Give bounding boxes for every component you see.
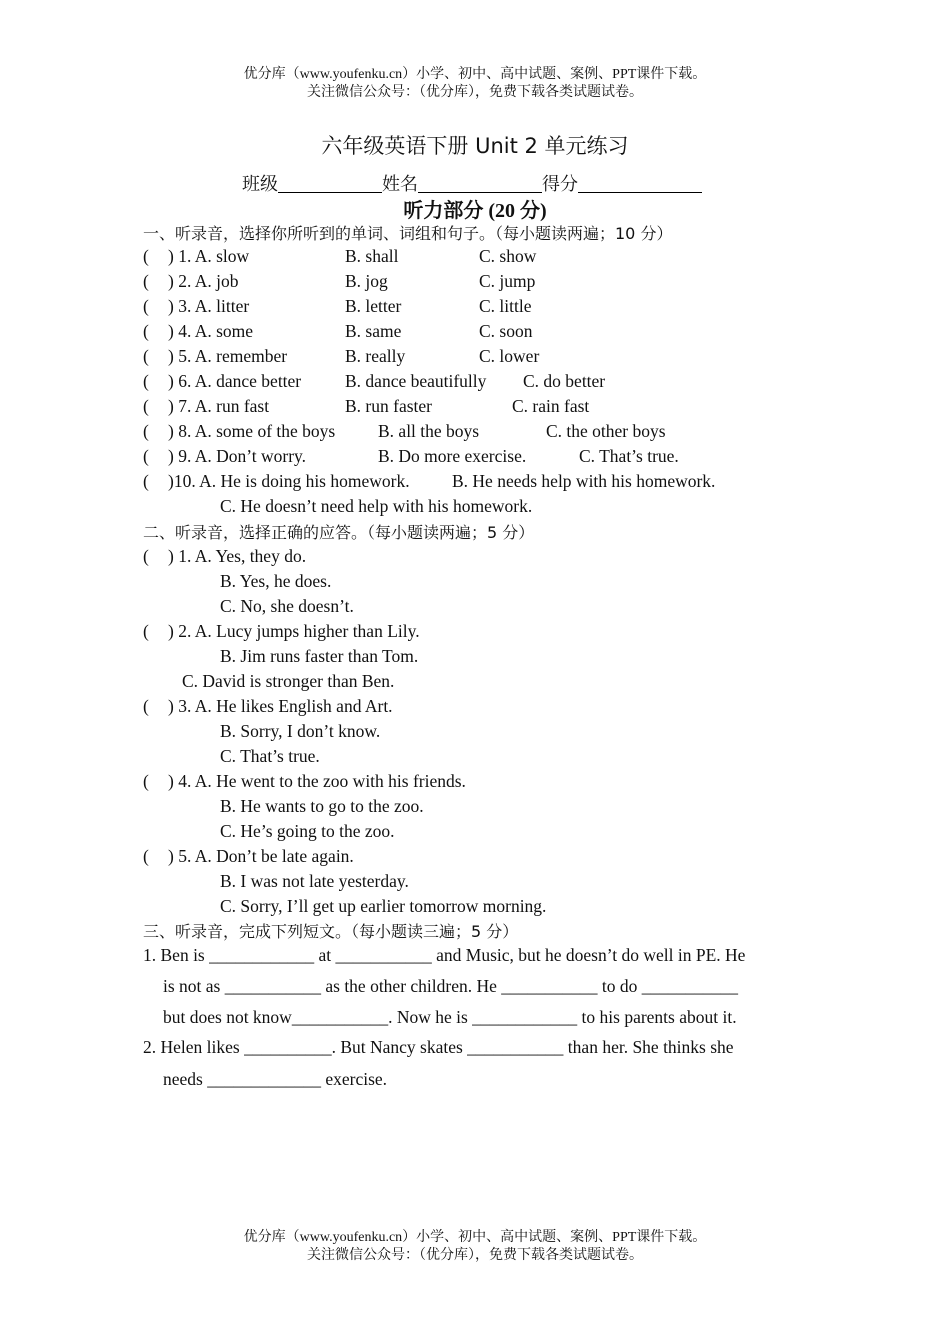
part3-line-4: 2. Helen likes __________. But Nancy skates ___________ than her. She thinks she <box>143 1037 734 1057</box>
part2-item-5-b: B. I was not late yesterday. <box>220 871 409 891</box>
student-info-row <box>242 170 702 196</box>
part1-item-10-option-c: C. He doesn’t need help with his homework. <box>220 496 533 516</box>
page-header <box>0 66 950 102</box>
name-blank <box>418 173 542 193</box>
part3-line-1: 1. Ben is ____________ at ___________ and Music, but he doesn’t do well in PE. He <box>143 945 746 965</box>
part3-line-3: but does not know___________. Now he is ____________ to his parents about it. <box>163 1007 737 1027</box>
footer-line-1: 优分库（www.youfenku.cn）小学、初中、高中试题、案例、PPT课件下载。 <box>243 1230 707 1245</box>
class-label: 班级 <box>242 174 278 194</box>
score-blank <box>578 173 702 193</box>
part2-item-2-b: B. Jim runs faster than Tom. <box>220 646 419 666</box>
part2-item-4-b: B. He wants to go to the zoo. <box>220 796 424 816</box>
part3-heading: 三、听录音，完成下列短文。（每小题读三遍；5 分） <box>143 922 519 941</box>
footer-line-2: 关注微信公众号：（优分库），免费下载各类试题试卷。 <box>307 1248 643 1263</box>
listening-section-title: 听力部分 (20 分) <box>403 200 547 222</box>
part2-item-3-c: C. That’s true. <box>220 746 320 766</box>
header-line-2: 关注微信公众号：（优分库），免费下载各类试题试卷。 <box>307 85 643 100</box>
part2-item-1-c: C. No, she doesn’t. <box>220 596 354 616</box>
part1-heading: 一、听录音，选择你所听到的单词、词组和句子。（每小题读两遍；10 分） <box>143 224 673 243</box>
part2-item-4-c: C. He’s going to the zoo. <box>220 821 395 841</box>
score-label: 得分 <box>542 174 578 194</box>
part3-line-2: is not as ___________ as the other children. He ___________ to do ___________ <box>163 976 739 996</box>
part2-item-3-b: B. Sorry, I don’t know. <box>220 721 381 741</box>
class-blank <box>278 173 382 193</box>
page-footer <box>0 1229 950 1265</box>
part3-line-5: needs _____________ exercise. <box>163 1069 388 1089</box>
part2-item-2-c: C. David is stronger than Ben. <box>182 671 395 691</box>
part2-heading: 二、听录音，选择正确的应答。（每小题读两遍；5 分） <box>143 523 535 542</box>
page-title: 六年级英语下册 Unit 2 单元练习 <box>321 134 629 158</box>
name-label: 姓名 <box>382 174 418 194</box>
part2-item-5-c: C. Sorry, I’ll get up earlier tomorrow morning. <box>220 896 547 916</box>
header-line-1: 优分库（www.youfenku.cn）小学、初中、高中试题、案例、PPT课件下载。 <box>243 67 707 82</box>
part2-item-1-b: B. Yes, he does. <box>220 571 332 591</box>
